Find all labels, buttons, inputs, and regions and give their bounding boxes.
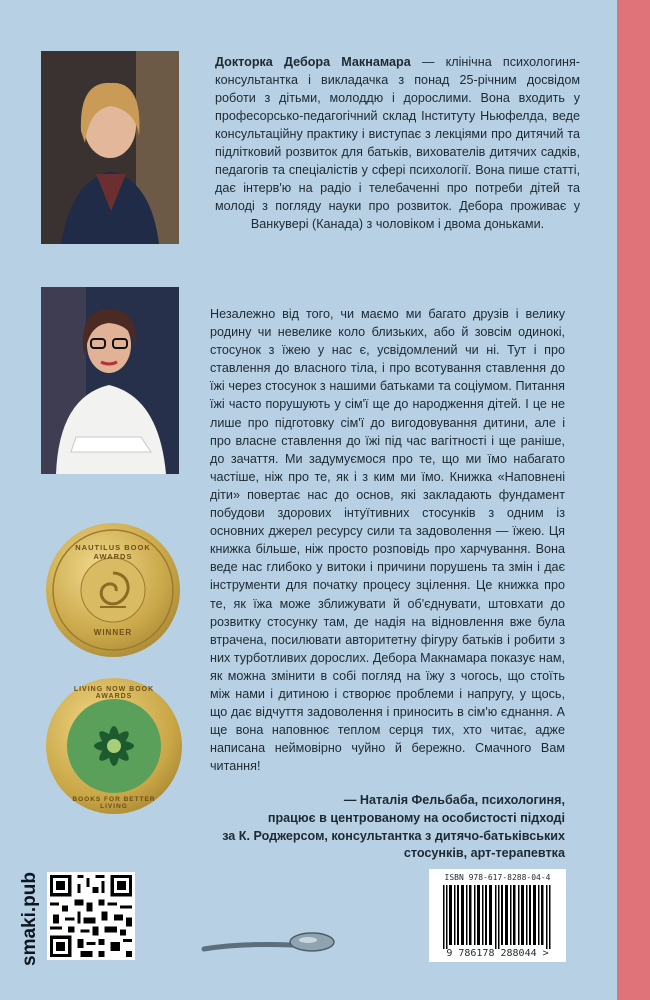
author-bio xyxy=(215,53,580,233)
isbn-barcode xyxy=(429,869,566,962)
medal-bottom-text: WINNER xyxy=(93,628,133,637)
review-text: Незалежно від того, чи маємо ми багато друзів і велику родину чи невелике коло близьких, або й зовсім одинокі, стосунок з їжею у нас є, усвідомлений чи ні. Тут і про ставлення до власного тіла, і про всотування ставлення до їжі через стосунок з нашими батьками та соціумом. Питання їжі часто порушують у сім'ї ще до народження дітей. І це не лише про підготовку сім'ї до вигодовування дитини, але і про власне ставлення до їжі під час вагітності і ще раніше, до зачаття. Ми задумуємося про те, що ми їмо набагато частіше, ніж про те, як і з ким ми їмо. Книжка «Наповнені діти» повертає нас до основ, які закладають фундамент побудови здорових інтуїтивних стосунків з одним із основних джерел ресурсу сили та задоволення — їжею. Ця книжка більше, ніж просто розповідь про харчування. Вона веде нас глибоко у витоки і причини порушень та змін і дає інструменти для початку процесу зцілення. Це книжка про те, як їжа може зближувати й об'єднувати, штовхати до розвитку стосунку там, де надія на відновлення вже була втрачена, посилювати авторитетну фігуру батьків і робити з них турботливих дорослих. Дебора Макнамара показує нам, як можна змінити в собі погляд на їжу з чогось, що стоїть між нами і дитиною і створює проблеми і напругу, у щось, що дає відчуття задоволення і приносить в сім'ю єднання. А ще вона наповнює теплом серця тих, хто читає, адже написана неймовірно чуйно й бережно. Смачного Вам читання! xyxy=(210,307,565,774)
publisher-site-text: smaki.pub xyxy=(19,872,40,966)
living-now-award-medal xyxy=(46,678,182,814)
attribution-line: стосунків, арт-терапевтка xyxy=(403,846,565,861)
spine-edge xyxy=(617,0,650,1000)
publisher-site xyxy=(15,872,45,966)
medal-bottom-text: BOOKS FOR BETTER LIVING xyxy=(72,796,156,810)
nautilus-award-medal xyxy=(46,523,180,657)
review-attribution xyxy=(200,792,565,863)
medal-top-text: NAUTILUS BOOK AWARDS xyxy=(75,543,151,561)
isbn-digits: 9 786178 288044 > xyxy=(446,948,549,959)
spoon-illustration xyxy=(200,925,335,965)
author-bio-text: — клінічна психологиня-консультантка і викладачка з понад 25-річним досвідом роботи з дітьми, молоддю і дорослими. Вона входить у професорсько-педагогічний склад Інституту Ньюфелда, веде консультаційну практику і виступає з лекціями про дитячий та підлітковий розвиток для батьків, вихователів дитячих садків, педагогів та спеціалістів у сфері психології. Вона пише статті, дає інтерв'ю на радіо і телебаченні про потреби дітей та молоді з погляду науки про розвиток. Дебора проживає у Ванкувері (Канада) з чоловіком і двома доньками. xyxy=(215,55,580,231)
author-name: Докторка Дебора Макнамара xyxy=(215,55,411,69)
medal-inner-disc xyxy=(67,699,161,793)
medal-top-text: LIVING NOW BOOK AWARDS xyxy=(73,686,155,700)
attribution-line: — Наталія Фельбаба, психологиня, xyxy=(343,793,565,807)
isbn-label: ISBN 978-617-8288-04-4 xyxy=(444,873,551,882)
attribution-line: працює в центрованому на особистості підході xyxy=(267,810,565,825)
attribution-line: за К. Роджерсом, консультантка з дитячо-батьківських xyxy=(222,828,565,843)
author-photo xyxy=(41,51,179,244)
qr-code xyxy=(47,872,135,960)
reviewer-photo xyxy=(41,287,179,474)
